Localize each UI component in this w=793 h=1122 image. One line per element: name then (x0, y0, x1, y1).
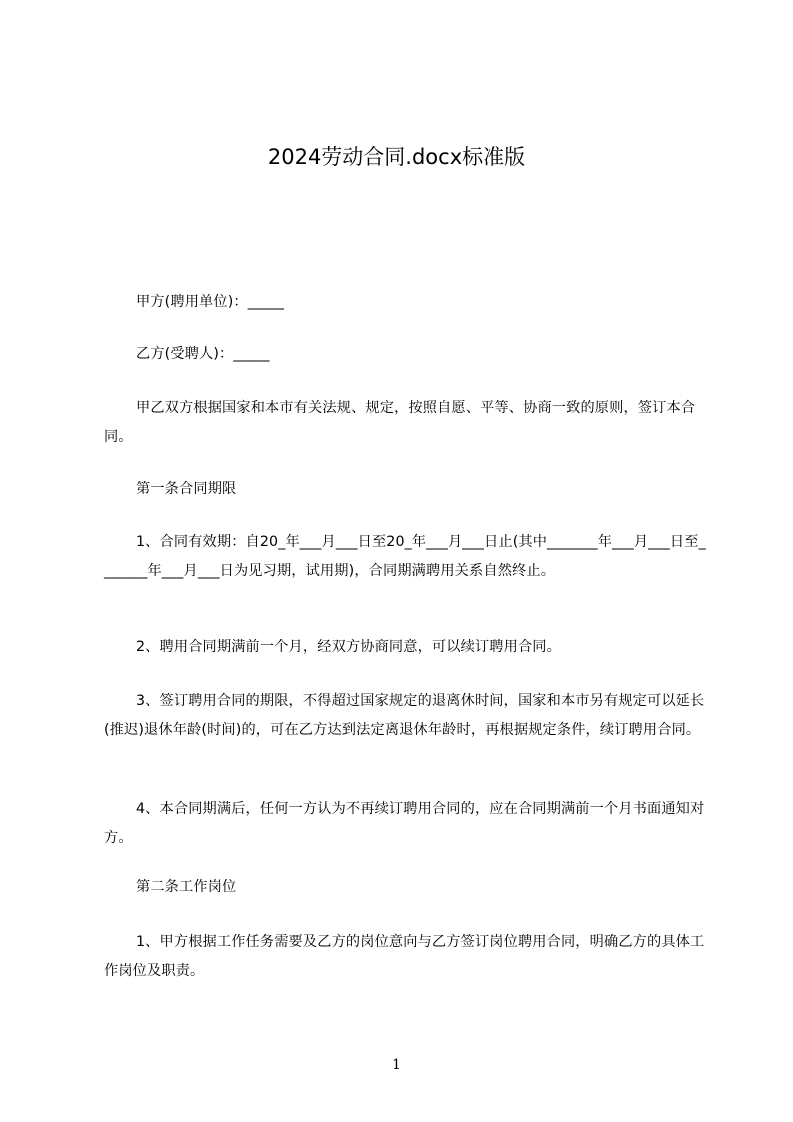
party-b-line: 乙方(受聘人)：_____ (136, 346, 270, 362)
article-2-heading: 第二条工作岗位 (136, 879, 237, 895)
article-1-clause-4: 4、本合同期满后，任何一方认为不再续订聘用合同的，应在合同期满前一个月书面通知对方。 (104, 801, 705, 846)
document-title: 2024劳动合同.docx标准版 (267, 145, 526, 169)
article-2-clause-1: 1、甲方根据工作任务需要及乙方的岗位意向与乙方签订岗位聘用合同，明确乙方的具体工作岗位及职责。 (104, 934, 705, 979)
article-1-clause-3: 3、签订聘用合同的期限，不得超过国家规定的退离休时间，国家和本市另有规定可以延长(推迟)退休年龄(时间)的，可在乙方达到法定离退休年龄时，再根据规定条件，续订聘用合同。 (104, 693, 705, 738)
party-a-line: 甲方(聘用单位)：_____ (136, 294, 284, 310)
page-number: 1 (392, 1057, 401, 1073)
article-1-heading: 第一条合同期限 (136, 481, 237, 497)
preamble-paragraph: 甲乙双方根据国家和本市有关法规、规定，按照自愿、平等、协商一致的原则，签订本合同。 (104, 400, 696, 445)
article-1-clause-1: 1、合同有效期：自20_年___月___日至20_年___月___日止(其中_______年___月___日至_______年___月___日为见习期，试用期)，合同期满聘用关系自然终止。 (104, 534, 706, 579)
article-1-clause-2: 2、聘用合同期满前一个月，经双方协商同意，可以续订聘用合同。 (136, 639, 561, 655)
